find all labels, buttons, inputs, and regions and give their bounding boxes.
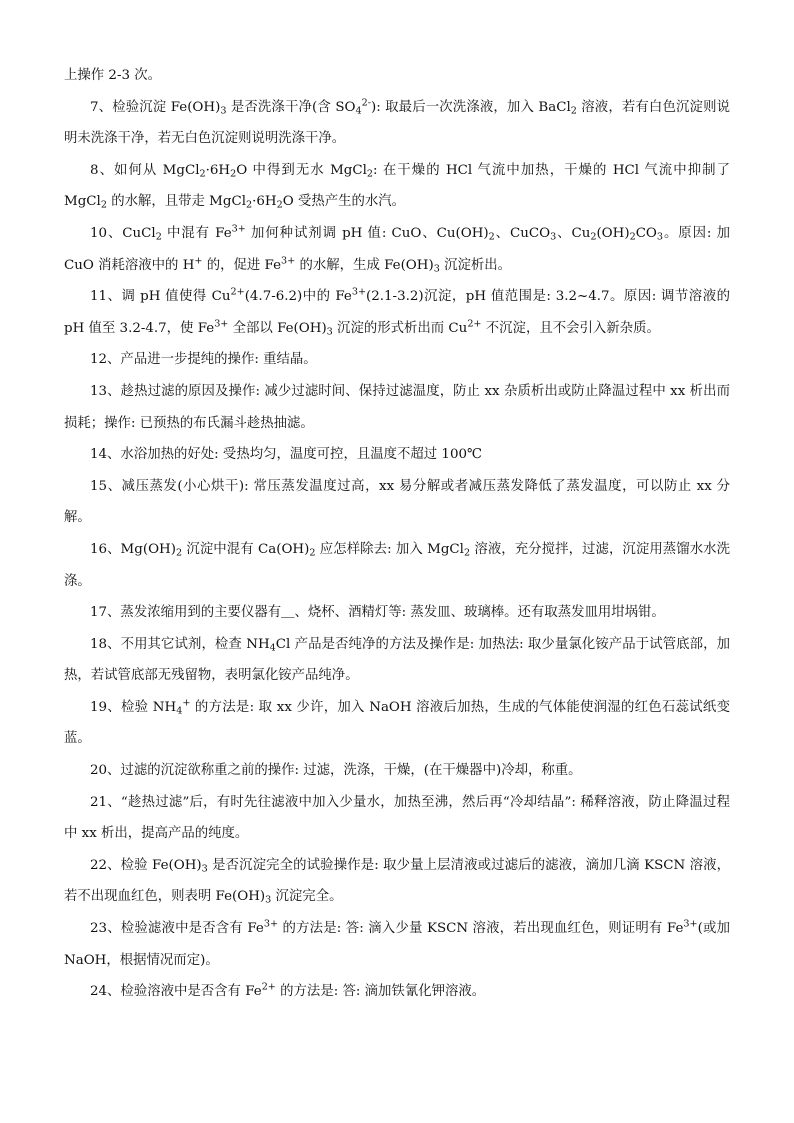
text-run: 20、过滤的沉淀欲称重之前的操作: 过滤，洗涤，干燥，(在干燥器中)冷却，称重。	[90, 763, 582, 779]
list-item	[64, 344, 730, 376]
list-item	[64, 787, 730, 850]
list-item	[64, 976, 730, 1008]
text-run: 17、蒸发浓缩用到的主要仪器有＿、烧杯、酒精灯等: 蒸发皿、玻璃棒。还有取蒸发皿用坩埚钳。	[90, 605, 665, 621]
text-run: O 受热产生的水汽。	[282, 194, 406, 210]
text-run: 溶液，充分搅拌，过滤，沉淀用蒸馏水水洗涤。	[64, 541, 730, 589]
text-run: ): 取最后一次洗涤液，加入 BaCl	[371, 99, 571, 115]
text-run: 的方法是: 答: 滴入少量 KSCN 溶液，若出现血红色，则证明有 Fe	[278, 921, 684, 937]
superscript: 3+	[351, 286, 367, 298]
text-run: 应怎样除去: 加入 MgCl	[315, 541, 464, 557]
text-run: 是否沉淀完全的试验操作是: 取少量上层清液或过滤后的滤液，滴加几滴 KSCN 溶液，若不出现血红色，则表明 Fe(OH)	[64, 857, 730, 905]
text-run: CO	[635, 225, 657, 241]
text-run: Cl 产品是否纯净的方法及操作是: 加热法: 取少量氯化铵产品于试管底部，加热，若试管底部无残留物，表明氯化铵产品纯净。	[64, 636, 730, 684]
text-run: 不沉淀，且不会引入新杂质。	[481, 320, 660, 336]
text-run: 中混有 Fe	[161, 225, 232, 241]
superscript: 2+	[230, 286, 245, 298]
subscript: 3	[265, 894, 272, 906]
list-item	[64, 597, 730, 629]
superscript: 2-	[361, 97, 371, 109]
superscript: 3+	[683, 918, 698, 930]
text-run: (OH)	[596, 225, 630, 241]
subscript: 2	[155, 231, 162, 243]
continuation-paragraph	[64, 60, 730, 92]
subscript: 2	[366, 168, 374, 180]
text-run: 的方法是: 取 xx 少许，加入 NaOH 溶液后加热，生成的气体能使润湿的红色石蕊试纸变蓝。	[64, 699, 730, 747]
subscript: 4	[176, 705, 183, 717]
superscript: 3+	[281, 255, 296, 267]
superscript: 2+	[467, 318, 482, 330]
text-run: 的方法是: 答: 滴加铁氰化钾溶液。	[275, 984, 486, 1000]
text-run: 沉淀的形式析出而 Cu	[332, 320, 468, 336]
subscript: 2	[175, 547, 183, 559]
superscript: 3+	[263, 918, 279, 930]
subscript: 2	[629, 231, 636, 243]
text-run: 的水解，且带走 MgCl	[106, 194, 246, 210]
text-run: (或加 NaOH，根据情况而定)。	[64, 921, 735, 968]
list-item	[64, 534, 730, 597]
superscript: 3+	[214, 318, 229, 330]
subscript: 2	[309, 547, 316, 559]
list-item	[64, 281, 735, 344]
text-run: 24、检验溶液中是否含有 Fe	[90, 984, 262, 1000]
list-item	[64, 692, 730, 755]
subscript: 3	[550, 231, 557, 243]
list-item	[64, 913, 735, 976]
text-run: 16、Mg(OH)	[90, 541, 176, 557]
list-item	[64, 629, 730, 692]
subscript: 3	[433, 262, 440, 274]
text-run: 8、如何从 MgCl	[90, 162, 200, 178]
text-run: ·6H	[205, 162, 231, 178]
text-run: O 中得到无水 MgCl	[236, 162, 367, 178]
list-item	[64, 850, 730, 913]
subscript: 3	[656, 231, 664, 243]
list-item	[64, 439, 730, 471]
text-run: 沉淀析出。	[439, 257, 512, 273]
text-run: 的，促进 Fe	[202, 257, 282, 273]
list-item	[64, 155, 735, 218]
text-run: 15、减压蒸发(小心烘干): 常压蒸发温度过高，xx 易分解或者减压蒸发降低了蒸发温度，可以防止 xx 分解。	[64, 478, 730, 526]
subscript: 2	[276, 199, 283, 211]
text-run: 沉淀中混有 Ca(OH)	[182, 541, 310, 557]
text-run: 。原因: 加 CuO 消耗溶液中的 H	[64, 225, 735, 273]
text-run: 13、趁热过滤的原因及操作: 减少过滤时间、保持过滤温度，防止 xx 杂质析出或防止降温过程中 xx 析出而损耗；操作: 已预热的布氏漏斗趁热抽滤。	[64, 383, 730, 431]
text-run: 10、CuCl	[90, 225, 156, 241]
subscript: 3	[326, 326, 333, 338]
text-run: 、Cu	[556, 225, 591, 241]
subscript: 2	[100, 199, 107, 211]
text-run: 18、不用其它试剂，检查 NH	[90, 636, 270, 652]
subscript: 3	[220, 105, 227, 116]
text-run: 上操作 2-3 次。	[64, 68, 162, 83]
superscript: +	[194, 255, 203, 267]
text-run: 14、水浴加热的好处: 受热均匀，温度可控，且温度不超过 100℃	[90, 447, 482, 463]
list-item	[64, 471, 730, 534]
text-run: 是否洗涤干净(含 SO	[226, 99, 356, 115]
subscript: 2	[230, 168, 237, 180]
text-run: 溶液，若有白色沉淀则说明未洗涤干净，若无白色沉淀则说明洗涤干净。	[64, 99, 730, 147]
subscript: 2	[199, 168, 206, 180]
text-run: 12、产品进一步提纯的操作: 重结晶。	[90, 352, 317, 368]
subscript: 2	[590, 231, 597, 243]
list-item	[64, 376, 730, 439]
list-item	[64, 218, 735, 281]
superscript: 3+	[231, 223, 246, 235]
superscript: +	[182, 697, 191, 709]
document-body	[64, 60, 735, 1008]
text-run: 19、检验 NH	[90, 699, 177, 715]
text-run: (2.1-3.2)沉淀，pH 值范围是: 3.2~4.7。原因: 调节溶液的 pH 值至 3.2-4.7，使 Fe	[64, 289, 735, 336]
text-run: 7、检验沉淀 Fe(OH)	[90, 99, 221, 115]
superscript: 2+	[261, 981, 276, 993]
text-run: 加何种试剂调 pH 值: CuO、Cu(OH)	[245, 225, 489, 241]
text-run: 23、检验滤液中是否含有 Fe	[90, 921, 264, 937]
text-run: ·6H	[252, 194, 277, 210]
subscript: 4	[269, 642, 276, 654]
subscript: 3	[201, 863, 208, 875]
text-run: 11、调 pH 值使得 Cu	[90, 289, 231, 305]
subscript: 2	[570, 105, 577, 116]
subscript: 2	[488, 231, 495, 243]
subscript: 2	[463, 547, 471, 559]
text-run: 沉淀完全。	[271, 889, 343, 905]
list-item	[64, 755, 730, 787]
list-item	[64, 92, 730, 155]
text-run: 的水解，生成 Fe(OH)	[295, 257, 434, 273]
text-run: (4.7-6.2)中的 Fe	[244, 289, 352, 305]
text-run: 21、“趁热过滤”后，有时先往滤液中加入少量水，加热至沸，然后再“冷却结晶”: 稀释溶液，防止降温过程中 xx 析出，提高产品的纯度。	[64, 794, 730, 842]
text-run: 、CuCO	[494, 225, 551, 241]
text-run: : 在干燥的 HCl 气流中加热，干燥的 HCl 气流中抑制了 MgCl	[64, 162, 735, 210]
text-run: 22、检验 Fe(OH)	[90, 857, 202, 873]
text-run: 全部以 Fe(OH)	[228, 320, 327, 336]
subscript: 2	[246, 199, 253, 211]
subscript: 4	[355, 105, 362, 116]
